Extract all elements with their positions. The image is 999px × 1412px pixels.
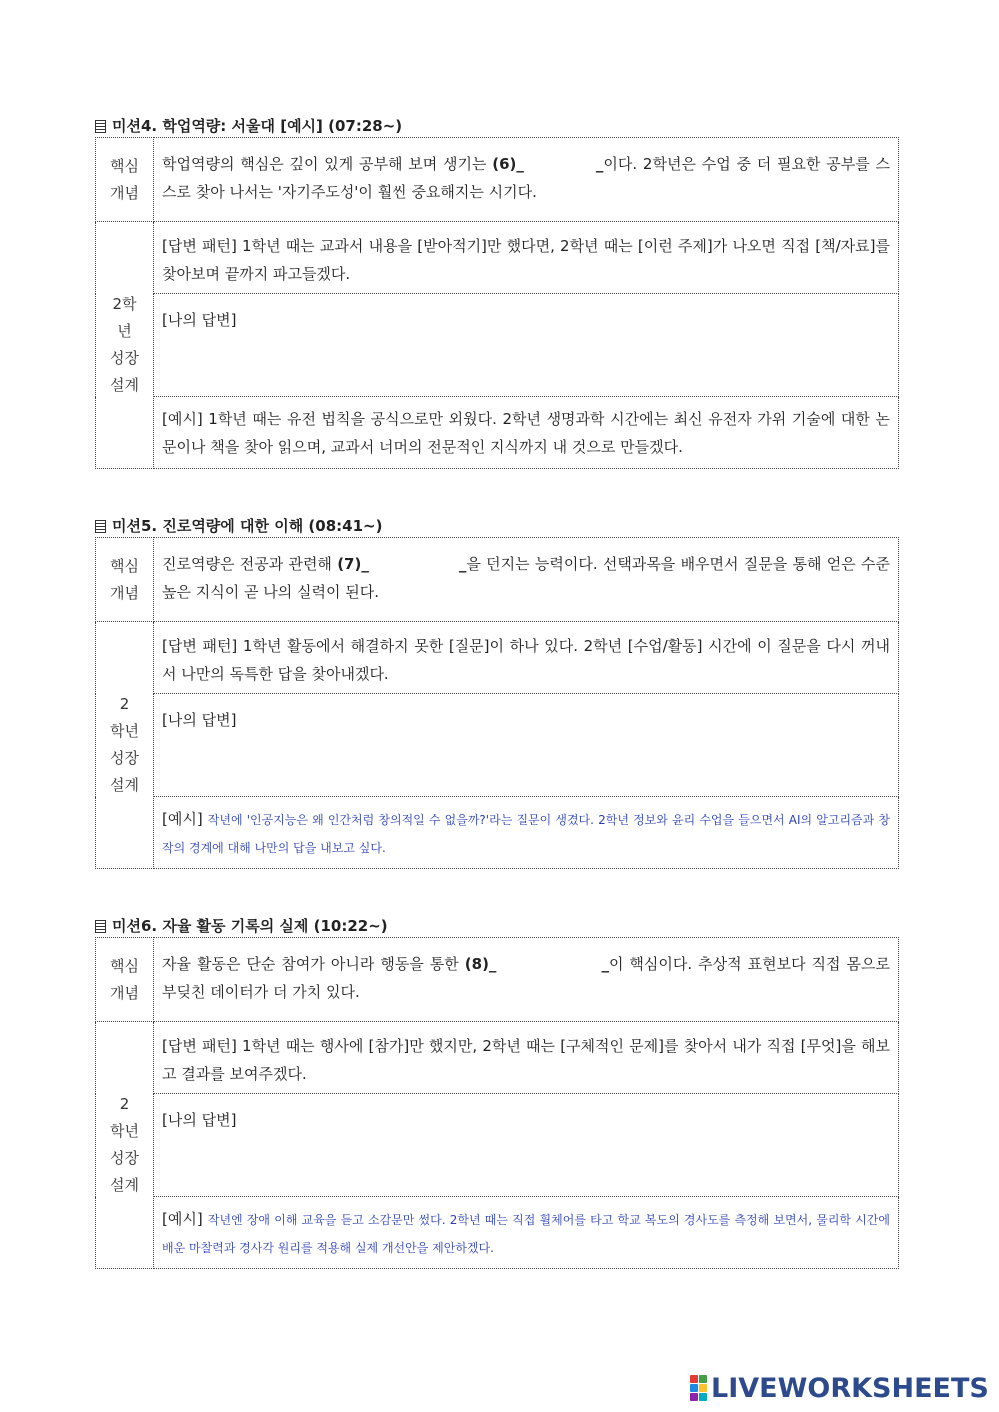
mission-5-title-row <box>95 515 899 537</box>
concept-text <box>154 538 899 622</box>
my-answer-label: [나의 답변] <box>162 311 237 329</box>
design-label-text: 2 학년 성장 설계 <box>110 1095 139 1194</box>
concept-label-text: 핵심 개념 <box>110 156 139 202</box>
design-label <box>96 222 154 469</box>
concept-text-before: 학업역량의 핵심은 깊이 있게 공부해 보며 생기는 <box>162 155 493 173</box>
concept-label-text: 핵심 개념 <box>110 956 139 1002</box>
answer-pattern: [답변 패턴] 1학년 때는 교과서 내용을 [받아적기]만 했다면, 2학년 때는 [이런 주제]가 나오면 직접 [책/자료]를 찾아보며 끝까지 파고들겠다. <box>154 222 899 294</box>
design-label <box>96 1022 154 1269</box>
mission-5-title: 미션5. 진로역량에 대한 이해 (08:41~) <box>112 517 383 535</box>
example-prefix: [예시] <box>162 810 203 828</box>
mission-6-table <box>95 937 899 1269</box>
mission-6-title-row <box>95 915 899 937</box>
mission-4-section <box>95 115 899 469</box>
concept-label-text: 핵심 개념 <box>110 556 139 602</box>
liveworksheets-logo <box>690 1372 990 1404</box>
concept-text-after: 을 던지는 능력이다. 선택과목을 배우면서 질문을 통해 얻은 수준 높은 지식이 곧 나의 실력이 된다. <box>162 555 891 601</box>
mission-4-title-row <box>95 115 899 137</box>
concept-text-before: 진로역량은 전공과 관련해 <box>162 555 338 573</box>
answer-pattern: [답변 패턴] 1학년 때는 행사에 [참가]만 했지만, 2학년 때는 [구체적인 문제]를 찾아서 내가 직접 [무엇]을 해보고 결과를 보여주겠다. <box>154 1022 899 1094</box>
blank-8-end: _ <box>601 955 609 973</box>
example-body: 작년에 '인공지능은 왜 인간처럼 창의적일 수 없을까?'라는 질문이 생겼다. 2학년 정보와 윤리 수업을 들으면서 AI의 알고리즘과 창작의 경계에 대해 나만의 답을 내보고 싶다. <box>162 813 890 855</box>
blank-7-label: (7)_ <box>337 555 369 573</box>
mission-6-title: 미션6. 자율 활동 기록의 실제 (10:22~) <box>112 917 388 935</box>
concept-label <box>96 938 154 1022</box>
blank-8-label: (8)_ <box>464 955 497 973</box>
concept-label <box>96 138 154 222</box>
example-text <box>154 397 899 469</box>
book-icon <box>95 520 106 533</box>
my-answer-field[interactable] <box>154 294 899 397</box>
book-icon <box>95 920 106 933</box>
liveworksheets-brand: LIVEWORKSHEETS <box>711 1372 989 1404</box>
my-answer-field[interactable] <box>154 1094 899 1197</box>
concept-label <box>96 538 154 622</box>
design-label <box>96 622 154 869</box>
example-text <box>154 797 899 869</box>
example-body: [예시] 1학년 때는 유전 법칙을 공식으로만 외웠다. 2학년 생명과학 시간에는 최신 유전자 가위 기술에 대한 논문이나 책을 찾아 읽으며, 교과서 너머의 전문적인 지식까지 내 것으로 만들겠다. <box>162 410 890 456</box>
concept-text-after: 이다. 2학년은 수업 중 더 필요한 공부를 스스로 찾아 나서는 '자기주도성'이 훨씬 중요해지는 시기다. <box>162 155 890 201</box>
mission-4-title: 미션4. 학업역량: 서울대 [예시] (07:28~) <box>112 117 403 135</box>
mission-5-section <box>95 515 899 869</box>
my-answer-label: [나의 답변] <box>162 1111 237 1129</box>
my-answer-field[interactable] <box>154 694 899 797</box>
concept-text <box>154 938 899 1022</box>
example-text <box>154 1197 899 1269</box>
mission-4-table <box>95 137 899 469</box>
blank-7-end: _ <box>458 555 467 573</box>
blank-6-label: (6)_ <box>492 155 524 173</box>
my-answer-label: [나의 답변] <box>162 711 237 729</box>
answer-pattern: [답변 패턴] 1학년 활동에서 해결하지 못한 [질문]이 하나 있다. 2학년 [수업/활동] 시간에 이 질문을 다시 꺼내서 나만의 독특한 답을 찾아내겠다. <box>154 622 899 694</box>
mission-5-table <box>95 537 899 869</box>
concept-text-after: 이 핵심이다. 추상적 표현보다 직접 몸으로 부딪친 데이터가 더 가치 있다. <box>162 955 890 1001</box>
mission-6-section <box>95 915 899 1269</box>
concept-text-before: 자율 활동은 단순 참여가 아니라 행동을 통한 <box>162 955 465 973</box>
design-label-text: 2학 년 성장 설계 <box>110 295 139 394</box>
liveworksheets-logo-icon <box>690 1375 707 1401</box>
example-prefix: [예시] <box>162 1210 203 1228</box>
book-icon <box>95 120 106 133</box>
concept-text <box>154 138 899 222</box>
example-body: 작년엔 장애 이해 교육을 듣고 소감문만 썼다. 2학년 때는 직접 휠체어를 타고 학교 복도의 경사도를 측정해 보면서, 물리학 시간에 배운 마찰력과 경사각 원리를 적용해 실제 개선안을 제안하겠다. <box>162 1213 890 1255</box>
design-label-text: 2 학년 성장 설계 <box>110 695 139 794</box>
blank-6-end: _ <box>595 155 604 173</box>
